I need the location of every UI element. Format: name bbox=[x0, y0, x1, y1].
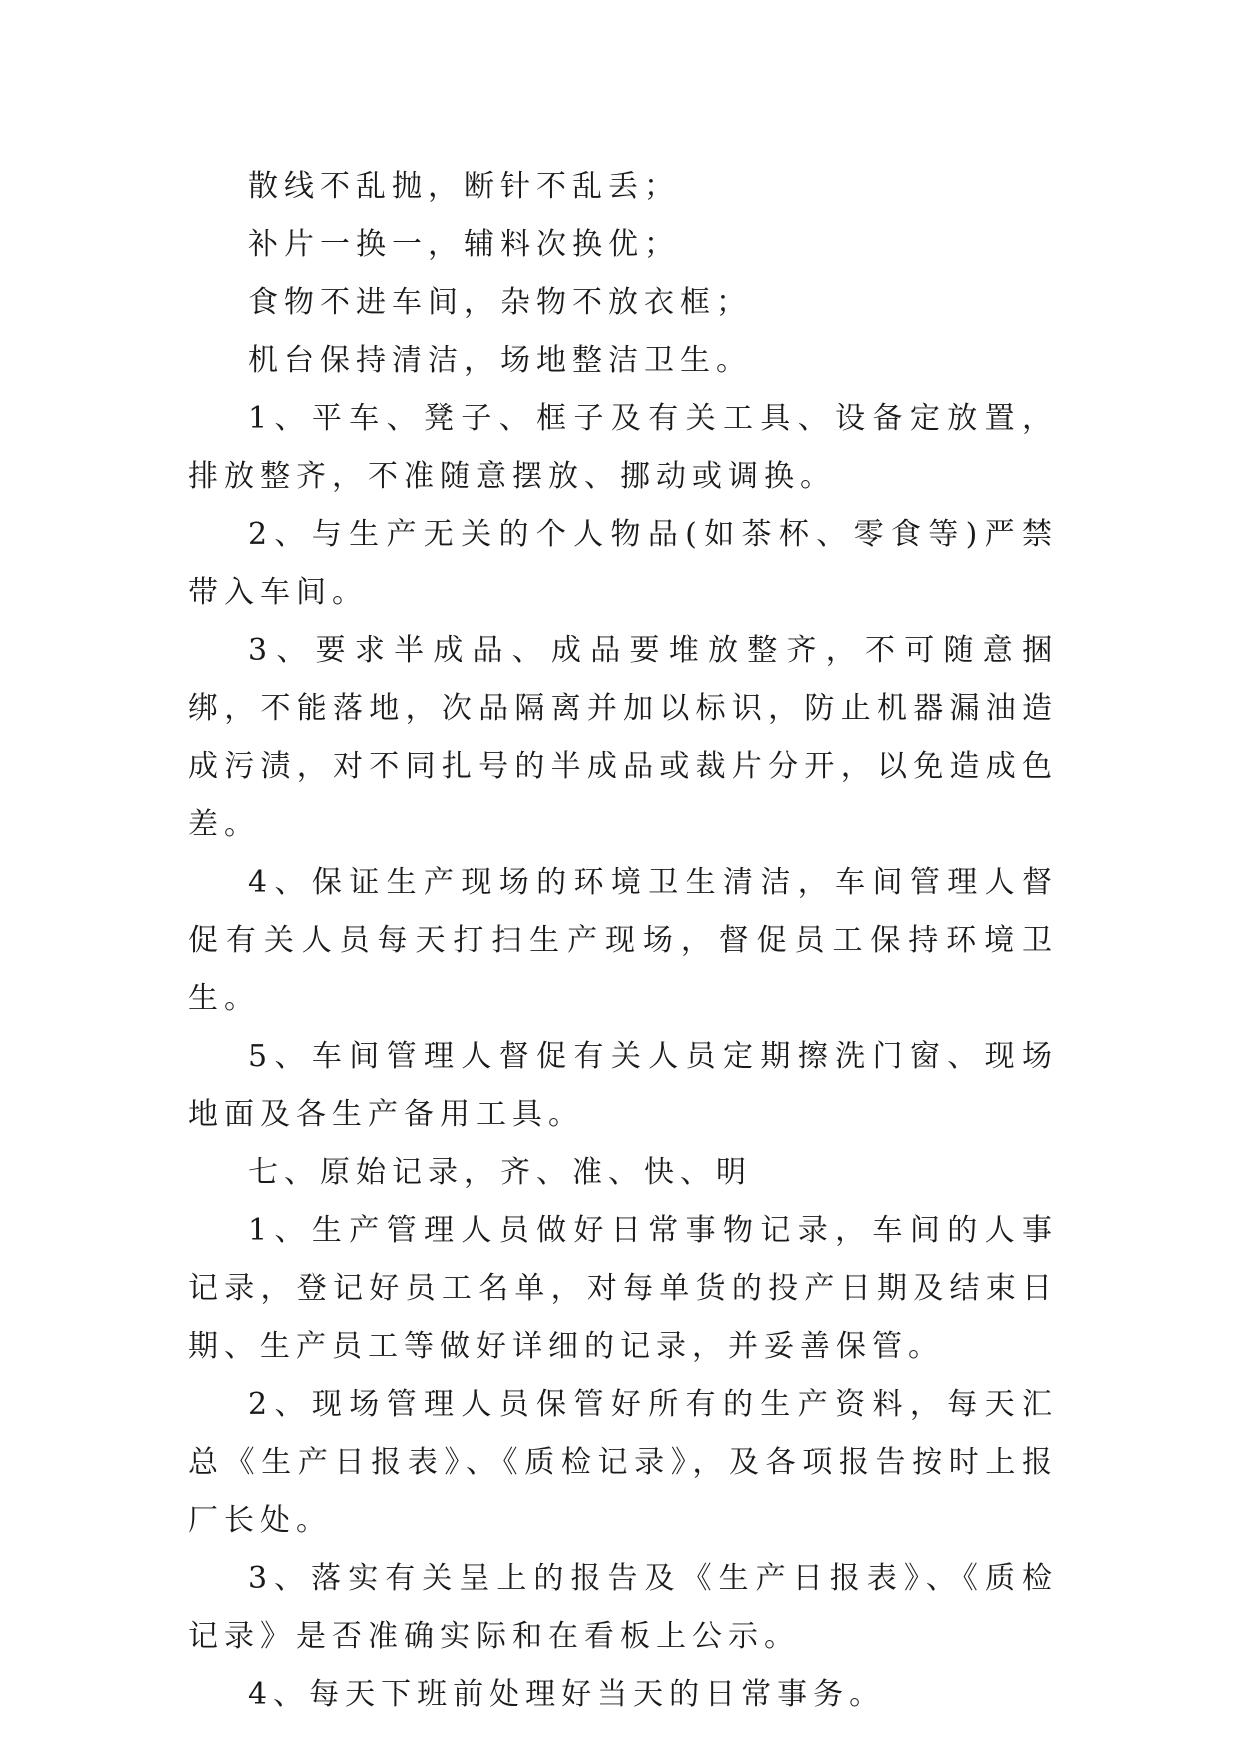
paragraph-13: 3、落实有关呈上的报告及《生产日报表》、《质检记录》是否准确实际和在看板上公示。 bbox=[188, 1561, 1058, 1654]
paragraph-4: 机台保持清洁，场地整洁卫生。 bbox=[248, 343, 752, 378]
paragraph-1: 散线不乱抛，断针不乱丢； bbox=[248, 169, 680, 204]
paragraph-11: 1、生产管理人员做好日常事物记录，车间的人事记录，登记好员工名单，对每单货的投产日期及结束日期、生产员工等做好详细的记录，并妥善保管。 bbox=[188, 1213, 1058, 1364]
paragraph-12: 2、现场管理人员保管好所有的生产资料，每天汇总《生产日报表》、《质检记录》，及各项报告按时上报厂长处。 bbox=[188, 1387, 1058, 1538]
section-heading: 七、原始记录，齐、准、快、明 bbox=[248, 1155, 752, 1190]
paragraph-7: 3、要求半成品、成品要堆放整齐，不可随意捆绑，不能落地，次品隔离并加以标识，防止机器漏油造成污渍，对不同扎号的半成品或裁片分开，以免造成色差。 bbox=[188, 633, 1058, 842]
paragraph-9: 5、车间管理人督促有关人员定期擦洗门窗、现场地面及各生产备用工具。 bbox=[188, 1039, 1058, 1132]
paragraph-14: 4、每天下班前处理好当天的日常事务。 bbox=[248, 1677, 886, 1712]
document-body bbox=[188, 158, 1058, 1724]
paragraph-3: 食物不进车间，杂物不放衣框； bbox=[248, 285, 752, 320]
paragraph-2: 补片一换一，辅料次换优； bbox=[248, 227, 680, 262]
paragraph-6: 2、与生产无关的个人物品(如茶杯、零食等)严禁带入车间。 bbox=[188, 517, 1058, 610]
paragraph-8: 4、保证生产现场的环境卫生清洁，车间管理人督促有关人员每天打扫生产现场，督促员工保持环境卫生。 bbox=[188, 865, 1058, 1016]
paragraph-5: 1、平车、凳子、框子及有关工具、设备定放置，排放整齐，不准随意摆放、挪动或调换。 bbox=[188, 401, 1058, 494]
